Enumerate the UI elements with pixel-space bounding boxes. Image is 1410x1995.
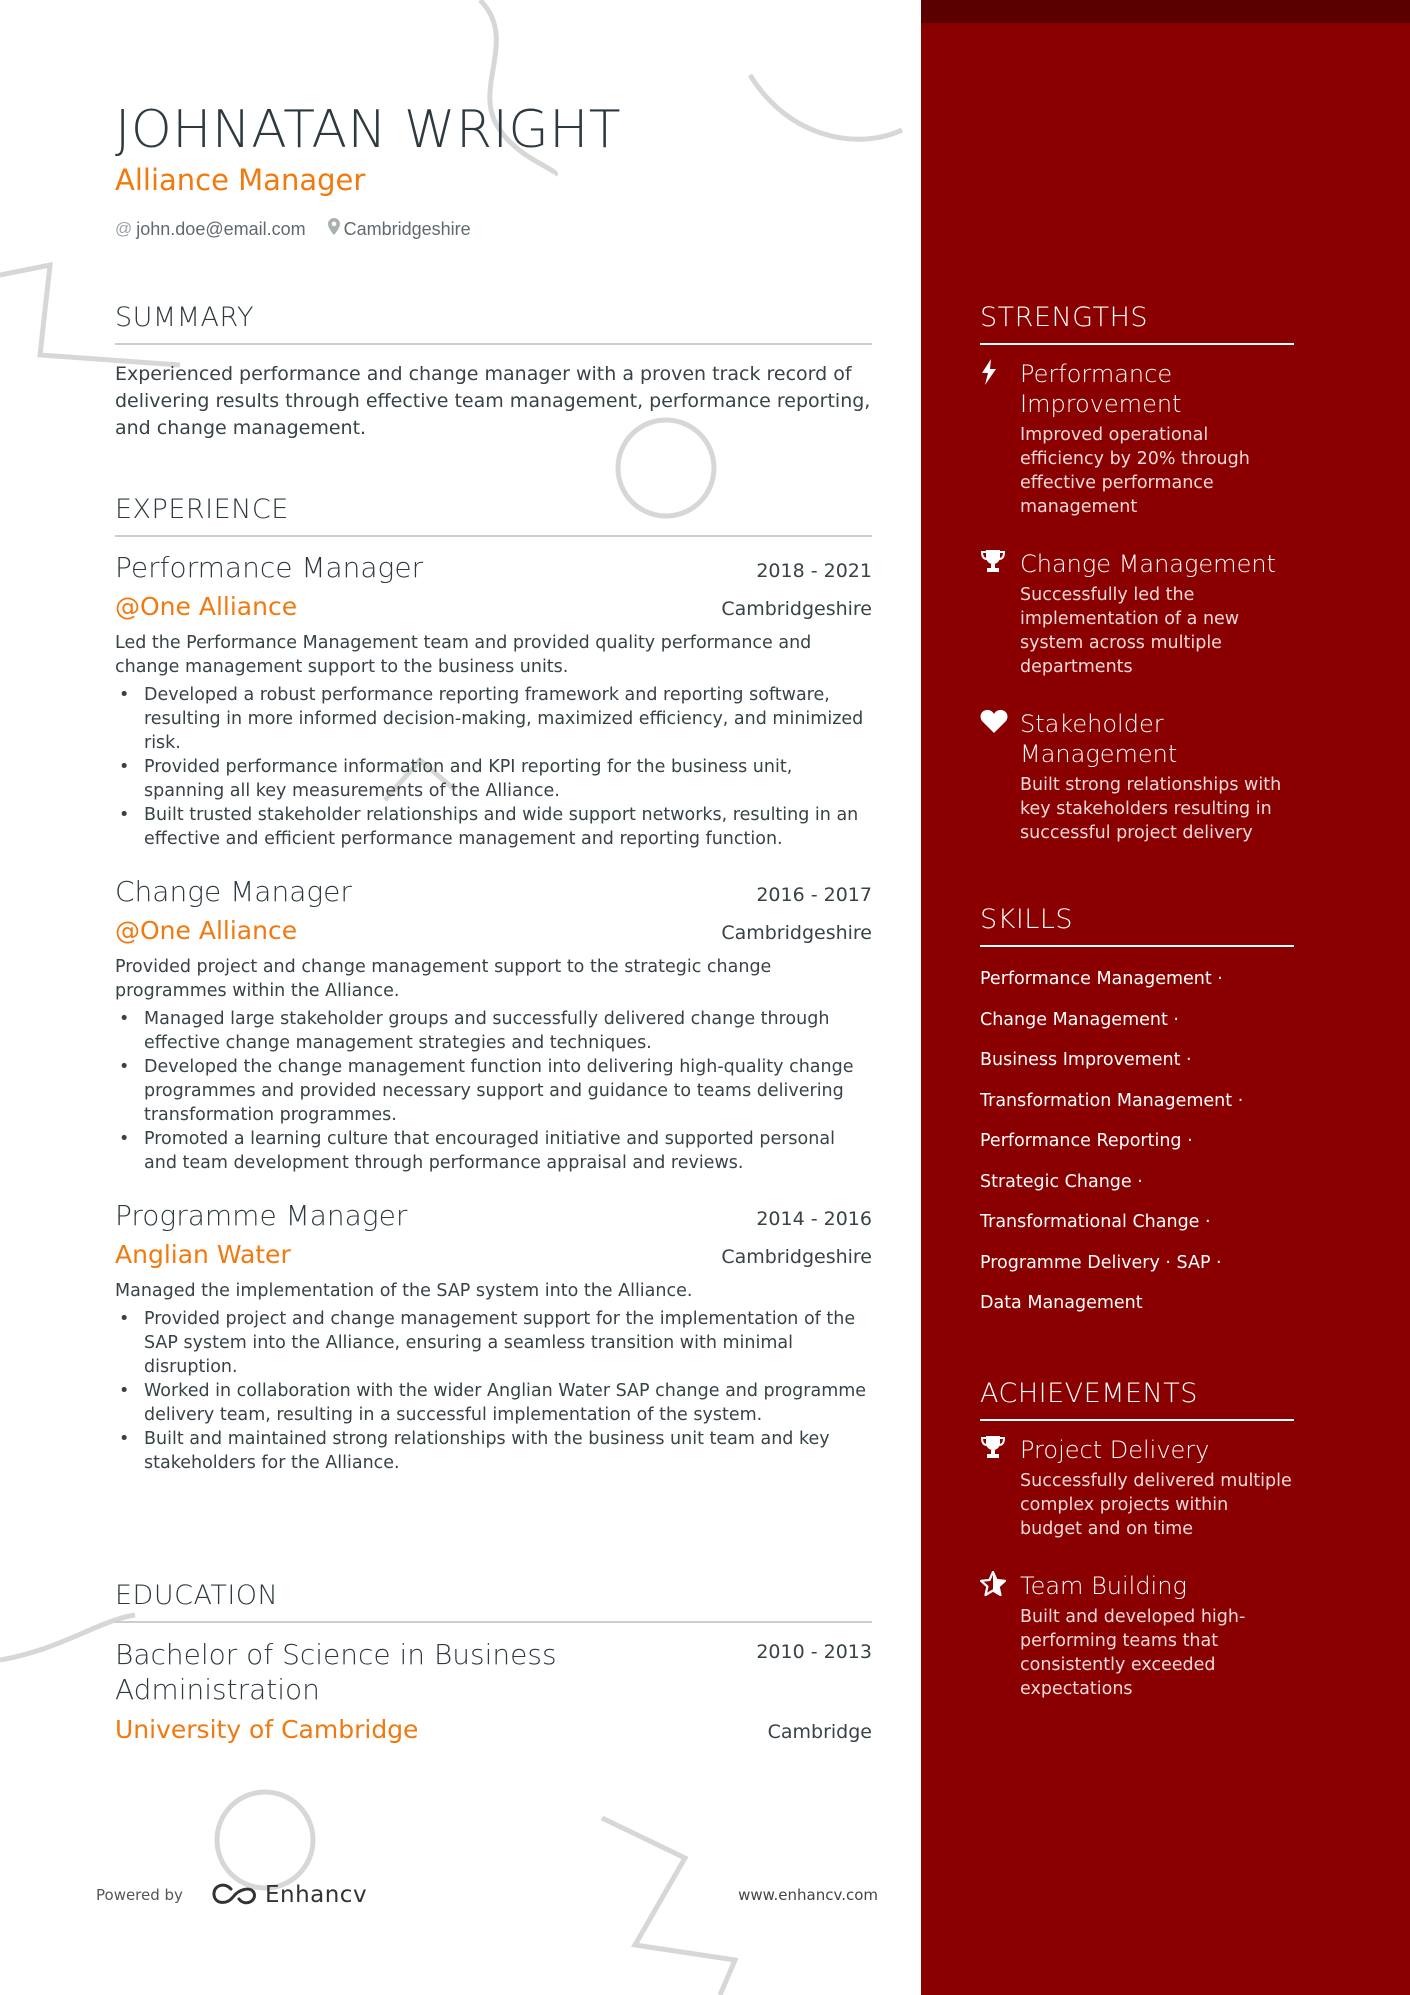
achievement-item — [980, 1435, 1294, 1541]
skill-line: Performance Reporting · — [980, 1131, 1193, 1151]
achievement-item — [980, 1571, 1294, 1701]
strength-item — [980, 359, 1294, 519]
summary-divider — [115, 343, 872, 345]
job-dates: 2014 - 2016 — [756, 1208, 872, 1230]
star-icon — [980, 1571, 1020, 1701]
experience-heading: EXPERIENCE — [115, 494, 289, 525]
job-location: Cambridgeshire — [721, 1246, 872, 1268]
education-dates: 2010 - 2013 — [756, 1641, 872, 1663]
job-bullet: • Built trusted stakeholder relationships and wide support networks, resulting in an effective and efficient performance management and reporting function. — [115, 803, 872, 851]
job-description: Led the Performance Management team and provided quality performance and change management support to the business units. — [115, 633, 812, 677]
sidebar-top-bar — [921, 0, 1410, 23]
strength-title: Change Management — [1020, 550, 1276, 578]
bolt-icon — [980, 359, 1020, 519]
job-bullets — [115, 1007, 872, 1175]
strength-description: Successfully led the implementation of a new system across multiple departments — [1020, 585, 1240, 677]
job-bullets — [115, 683, 872, 851]
job-bullet: • Promoted a learning culture that encouraged initiative and supported personal and team development through performance appraisal and reviews. — [115, 1127, 872, 1175]
achievements-divider — [980, 1419, 1294, 1421]
location-contact — [328, 218, 471, 240]
job-bullet: • Provided project and change management support for the implementation of the SAP system into the Alliance, ensuring a seamless transition with minimal disruption. — [115, 1307, 872, 1379]
skill-line: Change Management · — [980, 1009, 1179, 1030]
brand-name: Enhancv — [264, 1882, 368, 1908]
job-bullet: • Developed a robust performance reporting framework and reporting software, resulting in more informed decision-making, maximized efficiency, and minimized risk. — [115, 683, 872, 755]
powered-by-text: Powered by — [96, 1886, 183, 1904]
job-bullet: • Provided performance information and KPI reporting for the business unit, spanning all key measurements of the Alliance. — [115, 755, 872, 803]
candidate-title: Alliance Manager — [115, 163, 366, 197]
main-column — [115, 0, 872, 1995]
enhancv-logo-icon — [211, 1883, 257, 1907]
achievement-description: Built and developed high-performing teams that consistently exceeded expectations — [1020, 1607, 1246, 1699]
education-section — [115, 1580, 872, 1744]
job-dates: 2016 - 2017 — [756, 884, 872, 906]
trophy-icon — [980, 549, 1020, 679]
achievements-section — [980, 1378, 1294, 1701]
job-entry — [115, 1199, 872, 1475]
location-pin-icon — [328, 218, 340, 240]
job-company: @One Alliance — [115, 592, 298, 621]
skill-line: Business Improvement · — [980, 1050, 1192, 1070]
email-text: john.doe@email.com — [136, 218, 306, 239]
strength-description: Improved operational efficiency by 20% through effective performance management — [1020, 425, 1250, 517]
job-bullet: • Developed the change management function into delivering high-quality change programmes and provided necessary support and guidance to teams delivering transformation programmes. — [115, 1055, 872, 1127]
job-location: Cambridgeshire — [721, 922, 872, 944]
job-role: Programme Manager — [115, 1199, 408, 1232]
strengths-divider — [980, 343, 1294, 345]
education-heading: EDUCATION — [115, 1580, 279, 1611]
skills-divider — [980, 945, 1294, 947]
job-description: Managed the implementation of the SAP system into the Alliance. — [115, 1281, 693, 1301]
job-bullet: • Managed large stakeholder groups and successfully delivered change through effective change management strategies and techniques. — [115, 1007, 872, 1055]
job-entry — [115, 875, 872, 1175]
strengths-section — [980, 302, 1294, 845]
job-location: Cambridgeshire — [721, 598, 872, 620]
job-bullets — [115, 1307, 872, 1475]
job-role: Performance Manager — [115, 551, 424, 584]
footer-url[interactable]: www.enhancv.com — [738, 1886, 878, 1904]
job-bullet: • Built and maintained strong relationships with the business unit team and key stakeholders for the Alliance. — [115, 1427, 872, 1475]
job-company: Anglian Water — [115, 1240, 291, 1269]
achievement-title: Team Building — [1020, 1572, 1187, 1600]
skills-heading: SKILLS — [980, 904, 1074, 935]
skills-section — [980, 904, 1294, 1324]
trophy-icon — [980, 1435, 1020, 1541]
strength-title: Performance Improvement — [1020, 360, 1182, 418]
experience-divider — [115, 535, 872, 537]
skill-line: Transformation Management · — [980, 1090, 1244, 1111]
summary-section — [115, 302, 872, 442]
sidebar — [921, 0, 1410, 1995]
at-icon: @ — [115, 219, 133, 238]
strengths-heading: STRENGTHS — [980, 302, 1149, 333]
achievements-heading: ACHIEVEMENTS — [980, 1378, 1198, 1409]
job-role: Change Manager — [115, 875, 352, 908]
school-name: University of Cambridge — [115, 1715, 419, 1744]
achievement-description: Successfully delivered multiple complex projects within budget and on time — [1020, 1471, 1292, 1539]
job-description: Provided project and change management support to the strategic change programmes within the Alliance. — [115, 957, 772, 1001]
strength-item — [980, 549, 1294, 679]
skill-line: Data Management — [980, 1293, 1143, 1313]
degree-name: Bachelor of Science in Business Administration — [115, 1638, 557, 1706]
skill-line: Strategic Change · — [980, 1171, 1143, 1192]
strength-item — [980, 709, 1294, 845]
strength-description: Built strong relationships with key stakeholders resulting in successful project delivery — [1020, 775, 1282, 843]
strength-title: Stakeholder Management — [1020, 710, 1178, 768]
skill-line: Programme Delivery · SAP · — [980, 1252, 1222, 1273]
job-company: @One Alliance — [115, 916, 298, 945]
job-bullet: • Worked in collaboration with the wider Anglian Water SAP change and programme delivery team, resulting in a successful implementation of the system. — [115, 1379, 872, 1427]
job-entry — [115, 551, 872, 851]
email-contact[interactable] — [115, 219, 306, 240]
experience-section — [115, 494, 872, 1475]
contact-info — [115, 218, 493, 240]
summary-text: Experienced performance and change manager with a proven track record of delivering results through effective team management, performance reporting, and change management. — [115, 363, 871, 439]
location-text: Cambridgeshire — [343, 218, 471, 239]
skill-line: Transformational Change · — [980, 1212, 1211, 1232]
skill-line: Performance Management · — [980, 969, 1223, 989]
job-dates: 2018 - 2021 — [756, 560, 872, 582]
footer — [96, 1880, 878, 1910]
achievement-title: Project Delivery — [1020, 1436, 1210, 1464]
heart-icon — [980, 709, 1020, 845]
education-entry — [115, 1637, 872, 1744]
candidate-name: JOHNATAN WRIGHT — [115, 100, 622, 160]
summary-heading: SUMMARY — [115, 302, 254, 333]
school-location: Cambridge — [767, 1721, 872, 1743]
skills-list — [980, 959, 1294, 1324]
brand-logo[interactable] — [211, 1882, 367, 1908]
education-divider — [115, 1621, 872, 1623]
